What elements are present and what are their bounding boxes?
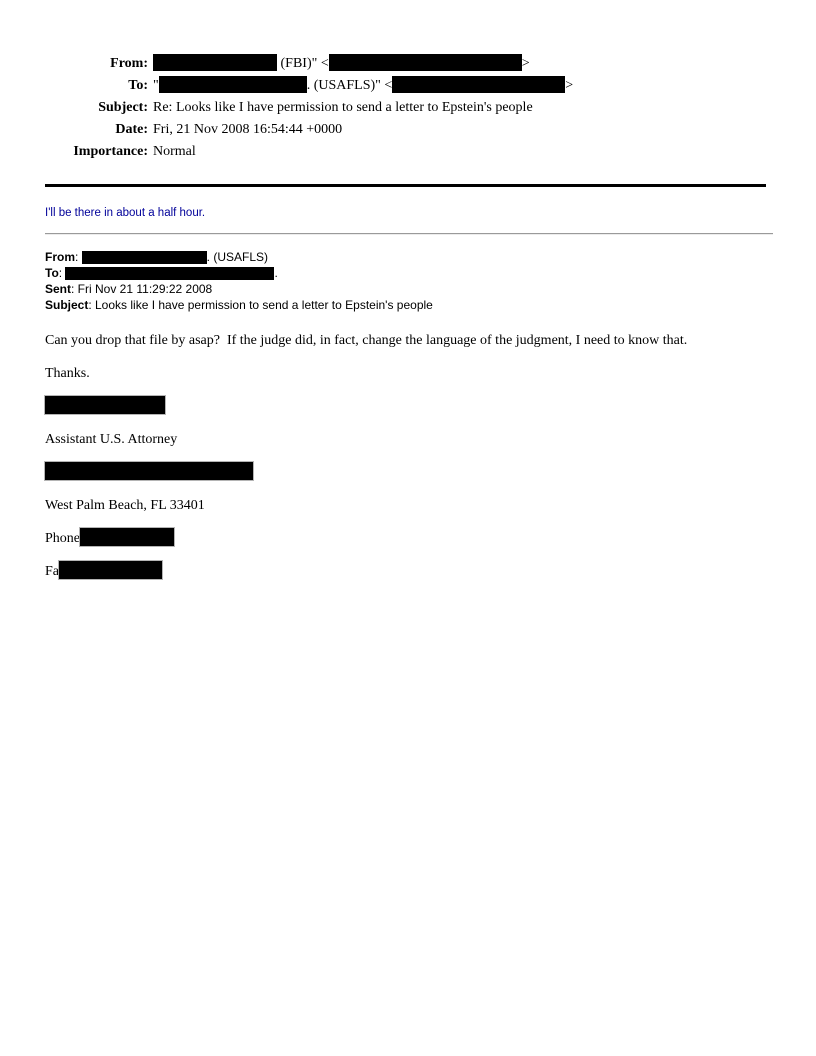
quoted-subject-label: Subject xyxy=(45,298,89,312)
quoted-subject-value xyxy=(88,298,432,312)
message-body xyxy=(45,330,773,582)
quoted-to-value xyxy=(59,266,278,280)
importance-value xyxy=(153,141,773,163)
subject-value xyxy=(153,97,773,119)
redaction-bar xyxy=(82,251,207,264)
text-segment: (FBI)" < xyxy=(277,56,329,71)
text-segment: . (USAFLS) xyxy=(206,250,269,264)
text-segment: West Palm Beach, FL 33401 xyxy=(45,498,205,513)
quoted-email-header xyxy=(45,249,773,313)
email-header xyxy=(45,53,773,163)
redaction-bar xyxy=(329,54,522,71)
quoted-to-label: To xyxy=(45,266,59,280)
to-value xyxy=(153,75,773,97)
quoted-message-divider xyxy=(45,233,773,235)
header-row-date xyxy=(45,119,773,141)
text-segment: Re: Looks like I have permission to send a letter to Epstein's people xyxy=(153,100,533,115)
subject-label: Subject: xyxy=(98,100,148,115)
quoted-row-from xyxy=(45,249,773,265)
text-segment: Assistant U.S. Attorney xyxy=(45,432,178,447)
text-segment: : Looks like I have permission to send a letter to Epstein's people xyxy=(88,298,433,312)
redaction-bar xyxy=(45,396,165,414)
redaction-bar xyxy=(392,76,565,93)
text-segment: . (USAFLS)" < xyxy=(306,78,393,93)
thanks-line xyxy=(45,363,745,384)
text-segment: Normal xyxy=(153,144,196,159)
header-row-importance xyxy=(45,141,773,163)
header-divider-rule xyxy=(45,184,766,187)
text-segment: > xyxy=(565,78,574,93)
date-value xyxy=(153,119,773,141)
from-value xyxy=(153,53,773,75)
quoted-row-sent xyxy=(45,281,773,297)
from-label: From: xyxy=(110,56,148,71)
header-row-to xyxy=(45,75,773,97)
quoted-row-subject xyxy=(45,297,773,313)
text-segment: Fri, 21 Nov 2008 16:54:44 +0000 xyxy=(153,122,343,137)
redacted-signature-name xyxy=(45,396,745,417)
quoted-sent-label: Sent xyxy=(45,282,72,296)
quoted-from-label: From xyxy=(45,250,75,264)
redaction-bar xyxy=(153,54,277,71)
signature-title xyxy=(45,429,745,450)
message-paragraph xyxy=(45,330,745,351)
redaction-bar xyxy=(159,76,307,93)
quoted-sent-value xyxy=(71,282,212,296)
text-segment: Fa xyxy=(45,564,59,579)
text-segment: . xyxy=(274,266,278,280)
header-row-from xyxy=(45,53,773,75)
redaction-bar xyxy=(65,267,274,280)
text-segment: Can you drop that file by asap? If the judge did, in fact, change the language of the judgment, I need to know that. xyxy=(45,333,688,348)
quoted-row-to xyxy=(45,265,773,281)
text-segment: " xyxy=(153,78,159,93)
redaction-bar xyxy=(45,462,253,480)
header-row-subject xyxy=(45,97,773,119)
date-label: Date: xyxy=(115,122,148,137)
text-segment: : xyxy=(58,266,66,280)
text-segment: > xyxy=(521,56,530,71)
redaction-bar xyxy=(59,561,162,579)
signature-phone xyxy=(45,528,745,549)
quoted-from-value xyxy=(75,250,268,264)
signature-city xyxy=(45,495,745,516)
signature-fax xyxy=(45,561,745,582)
text-segment: Phone xyxy=(45,531,80,546)
redaction-bar xyxy=(80,528,174,546)
redacted-signature-address xyxy=(45,462,745,483)
text-segment: : Fri Nov 21 11:29:22 2008 xyxy=(71,282,213,296)
importance-label: Importance: xyxy=(73,144,148,159)
text-segment: Thanks. xyxy=(45,366,90,381)
to-label: To: xyxy=(128,78,148,93)
reply-message-text: I'll be there in about a half hour. xyxy=(45,207,206,219)
text-segment: : xyxy=(75,250,82,264)
